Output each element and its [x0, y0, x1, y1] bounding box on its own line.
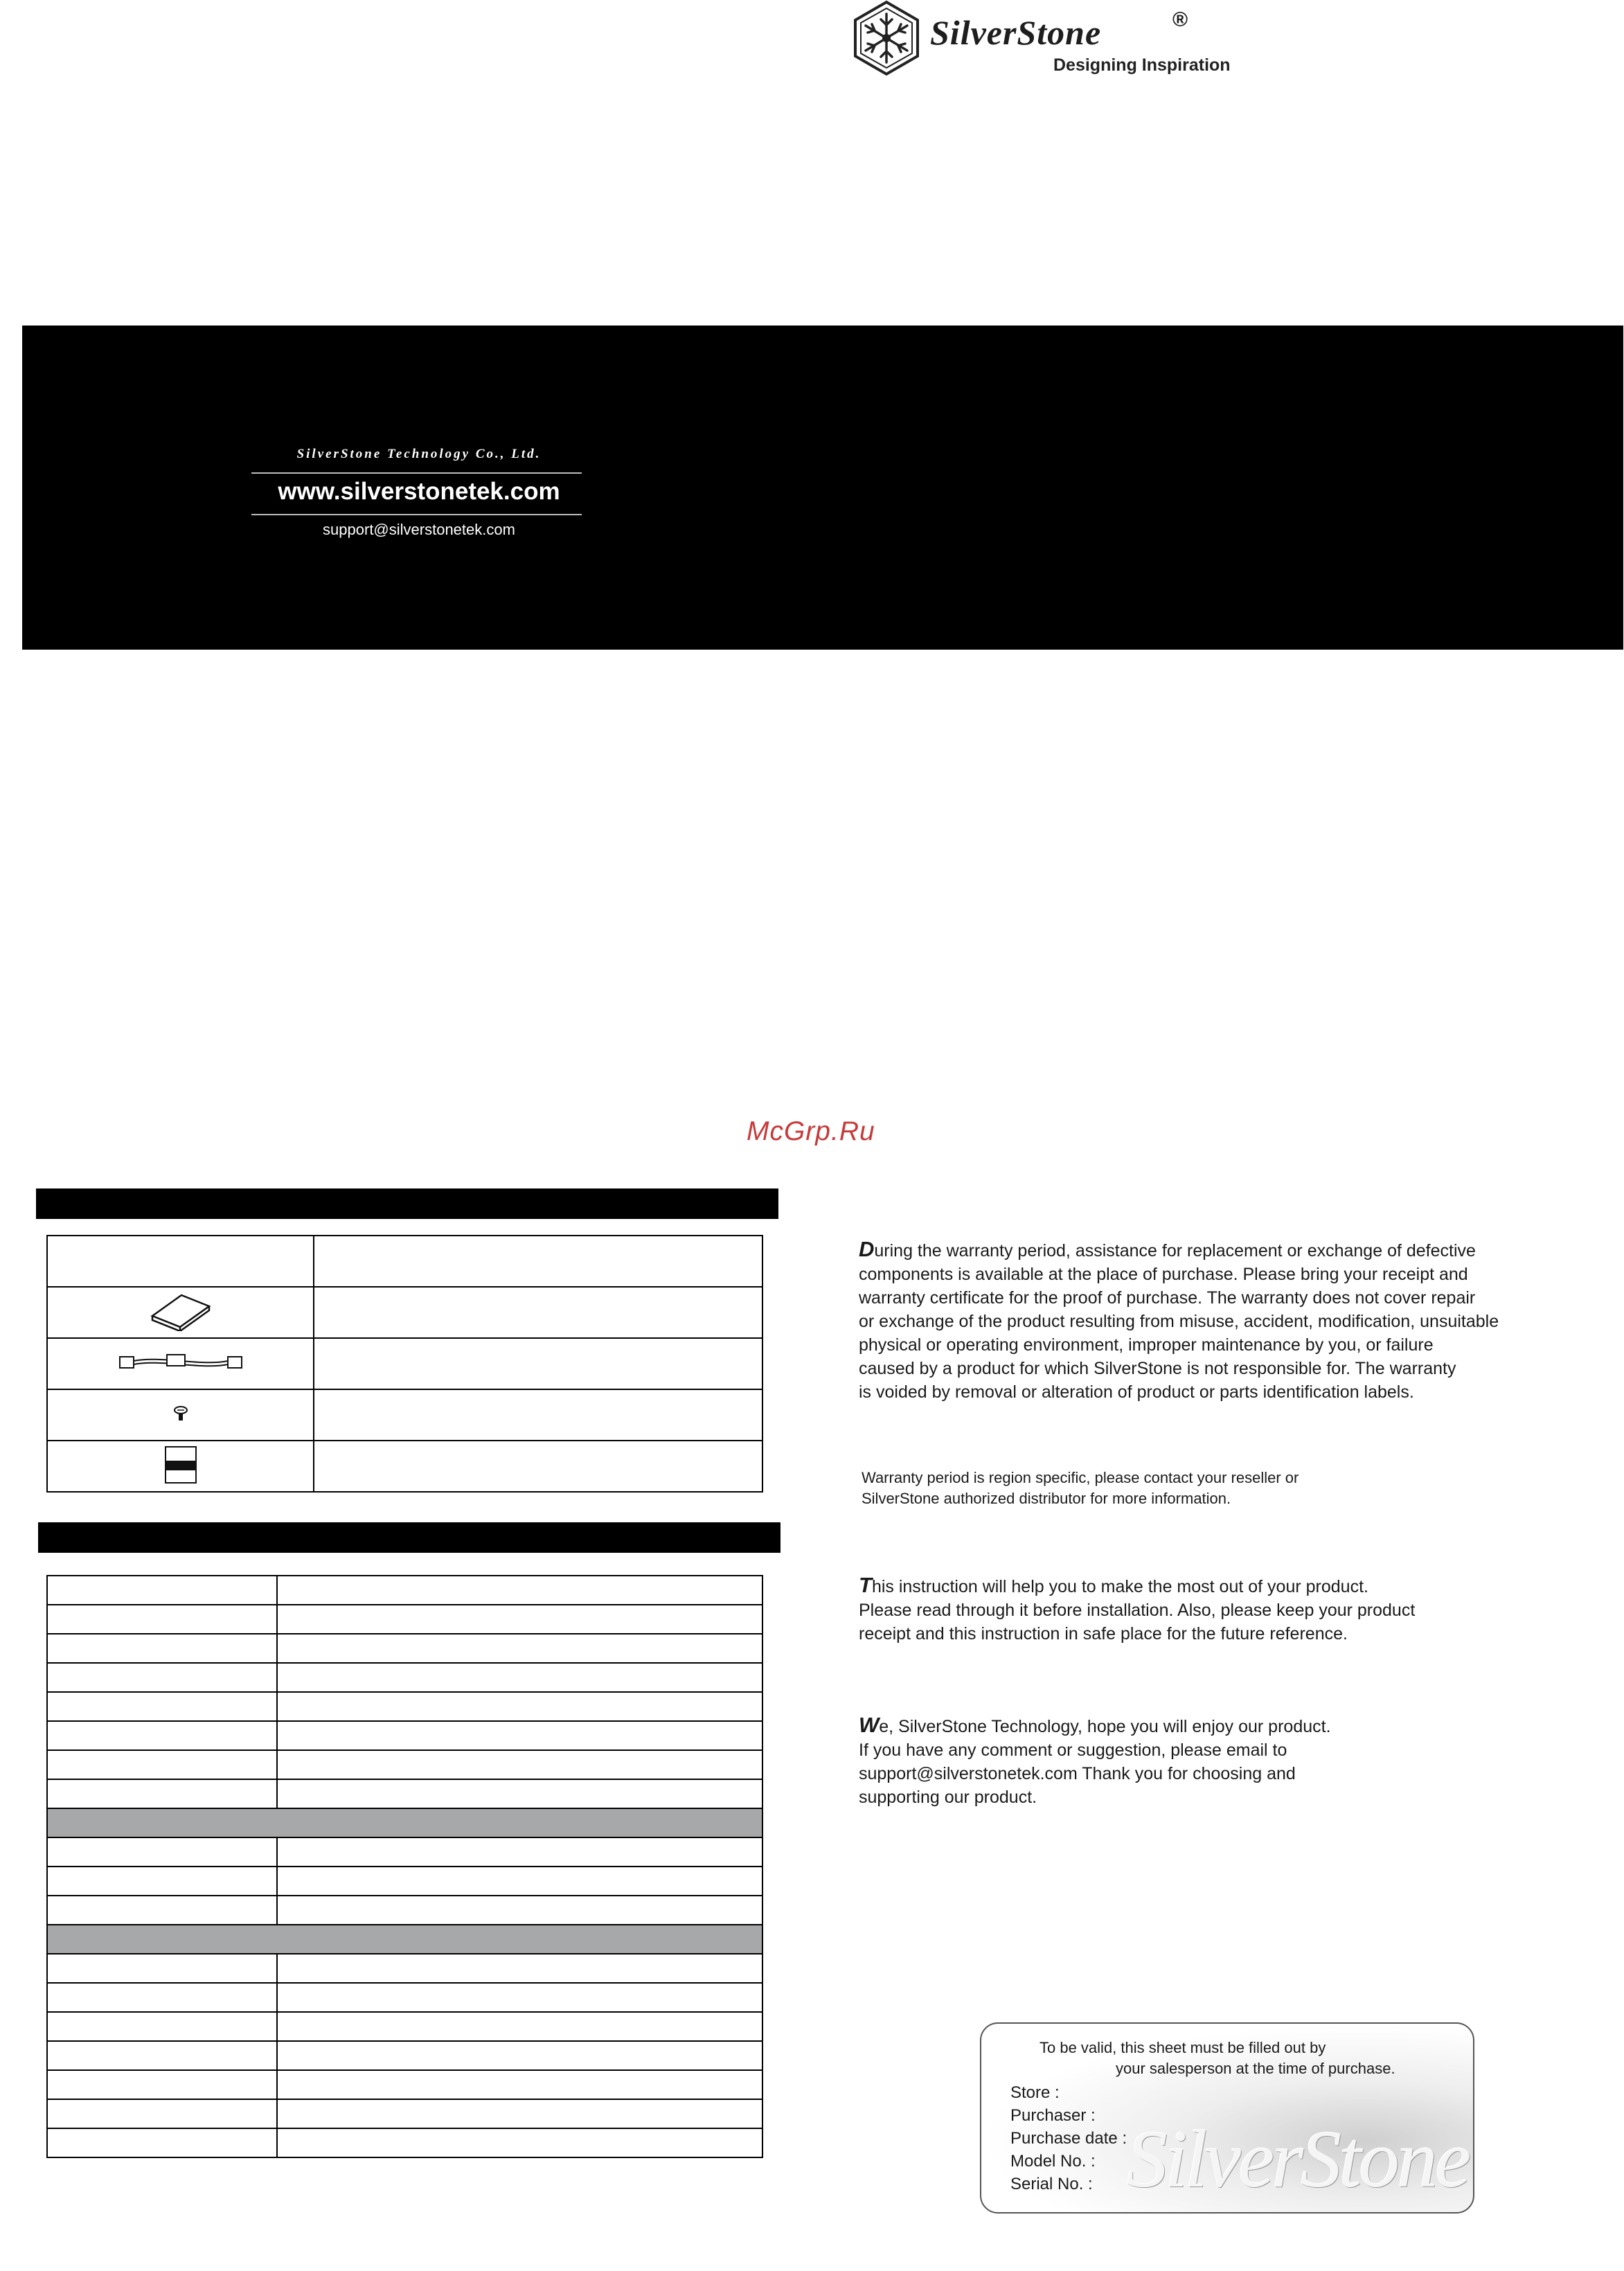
- spec-key: [47, 1721, 277, 1750]
- form-intro-2: your salesperson at the time of purchase.: [1116, 2060, 1395, 2077]
- screw-icon: [173, 1413, 188, 1425]
- spec-key: [47, 1896, 277, 1925]
- spec-key: [47, 1954, 277, 1983]
- brand-name: SilverStone: [930, 13, 1102, 52]
- spec-value: [277, 2041, 762, 2070]
- region-line-1: Warranty period is region specific, please contact your reseller or: [862, 1469, 1299, 1486]
- form-intro-1: To be valid, this sheet must be filled out by: [1039, 2039, 1326, 2056]
- accessory-row: [47, 1441, 762, 1492]
- spec-value: [277, 1954, 762, 1983]
- warranty-line-1: uring the warranty period, assistance for replacement or exchange of defective: [874, 1241, 1476, 1261]
- spec-row: [47, 1605, 762, 1634]
- spec-value: [277, 1750, 762, 1779]
- thanks-line-1: e, SilverStone Technology, hope you will enjoy our product.: [879, 1717, 1331, 1736]
- warranty-paragraph: [859, 1238, 1499, 1404]
- spec-row: [47, 1867, 762, 1896]
- spec-key: [47, 1983, 277, 2012]
- spec-row: [47, 1634, 762, 1663]
- spec-group-header: [47, 1925, 762, 1954]
- warranty-line-5: physical or operating environment, improper maintenance by you, or failure: [859, 1335, 1434, 1355]
- spec-row: [47, 1837, 762, 1867]
- accessory-header-cell: [47, 1236, 314, 1287]
- warranty-form-card: [980, 2022, 1474, 2214]
- spec-row: [47, 1750, 762, 1779]
- warranty-line-4: or exchange of the product resulting from misuse, accident, modification, unsuitable: [859, 1312, 1499, 1331]
- spec-key: [47, 1779, 277, 1808]
- spec-group-title: [47, 1808, 762, 1837]
- accessories-section-bar: [36, 1188, 778, 1219]
- drive-bracket-icon: [150, 1322, 212, 1334]
- spec-group-title: [47, 1925, 762, 1954]
- spec-value: [277, 1867, 762, 1896]
- spec-value: [277, 1576, 762, 1605]
- warranty-line-6: caused by a product for which SilverStone is not responsible for. The warranty: [859, 1359, 1456, 1378]
- spec-value: [277, 1983, 762, 2012]
- accessories-table: [46, 1235, 763, 1493]
- thanks-line-2: If you have any comment or suggestion, please email to: [859, 1740, 1287, 1760]
- warranty-line-2: components is available at the place of purchase. Please bring your receipt and: [859, 1265, 1468, 1284]
- spec-row: [47, 1779, 762, 1808]
- accessory-label: [314, 1441, 762, 1492]
- spec-key: [47, 2099, 277, 2128]
- form-field-purchase-date: Purchase date :: [1010, 2129, 1127, 2148]
- spec-value: [277, 1634, 762, 1663]
- thanks-paragraph: [859, 1713, 1331, 1809]
- form-field-serial-no: Serial No. :: [1010, 2175, 1093, 2193]
- spec-row: [47, 2099, 762, 2128]
- spec-row: [47, 1954, 762, 1983]
- spec-value: [277, 2128, 762, 2157]
- drop-cap: T: [859, 1573, 872, 1597]
- registered-mark: ®: [1172, 8, 1188, 31]
- support-email-link[interactable]: support@silverstonetek.com: [323, 521, 515, 538]
- form-watermark: SilverStone: [1127, 2114, 1469, 2205]
- form-field-model-no: Model No. :: [1010, 2152, 1096, 2171]
- warranty-line-3: warranty certificate for the proof of purchase. The warranty does not cover repair: [859, 1288, 1476, 1308]
- spec-key: [47, 1867, 277, 1896]
- jumper-icon-cell: [47, 1441, 314, 1492]
- accessory-row: [47, 1287, 762, 1338]
- instruction-paragraph: [859, 1574, 1415, 1646]
- form-field-purchaser: Purchaser :: [1010, 2106, 1096, 2125]
- spec-value: [277, 2070, 762, 2099]
- spec-value: [277, 1779, 762, 1808]
- instruction-line-3: receipt and this instruction in safe place for the future reference.: [859, 1624, 1348, 1644]
- website-link[interactable]: www.silverstonetek.com: [278, 478, 560, 505]
- accessory-row: [47, 1236, 762, 1287]
- spec-row: [47, 2070, 762, 2099]
- cable-icon: [118, 1367, 243, 1379]
- snowflake-emblem-icon: [848, 0, 925, 76]
- spec-key: [47, 2070, 277, 2099]
- brand-logo: [848, 0, 1236, 80]
- accessory-label: [314, 1338, 762, 1389]
- instruction-line-1: his instruction will help you to make the most out of your product.: [871, 1577, 1368, 1596]
- spec-row: [47, 1576, 762, 1605]
- accessory-label: [314, 1389, 762, 1441]
- divider-top: [251, 472, 582, 474]
- accessory-label: [314, 1236, 762, 1287]
- spec-value: [277, 1837, 762, 1867]
- spec-key: [47, 1605, 277, 1634]
- thanks-line-4: supporting our product.: [859, 1788, 1037, 1807]
- thanks-line-3: support@silverstonetek.com Thank you for choosing and: [859, 1764, 1296, 1783]
- spec-key: [47, 1663, 277, 1692]
- spec-value: [277, 2012, 762, 2041]
- spec-key: [47, 1634, 277, 1663]
- specification-table: [46, 1575, 763, 2158]
- spec-row: [47, 1663, 762, 1692]
- drop-cap: W: [859, 1713, 880, 1737]
- warranty-line-7: is voided by removal or alteration of product or parts identification labels.: [859, 1382, 1414, 1402]
- accessory-row: [47, 1389, 762, 1441]
- brand-tagline: Designing Inspiration: [1053, 55, 1231, 75]
- region-note: [862, 1468, 1299, 1509]
- jumper-icon: [164, 1475, 197, 1487]
- spec-row: [47, 2128, 762, 2157]
- spec-row: [47, 2041, 762, 2070]
- spec-key: [47, 2128, 277, 2157]
- spec-key: [47, 1837, 277, 1867]
- accessory-row: [47, 1338, 762, 1389]
- spec-group-header: [47, 1808, 762, 1837]
- spec-value: [277, 1605, 762, 1634]
- watermark-text: McGrp.Ru: [747, 1116, 875, 1146]
- drop-cap: D: [859, 1237, 875, 1261]
- specification-section-bar: [38, 1522, 780, 1553]
- divider-bottom: [251, 514, 582, 515]
- spec-value: [277, 1896, 762, 1925]
- accessory-label: [314, 1287, 762, 1338]
- spec-key: [47, 2012, 277, 2041]
- spec-row: [47, 2012, 762, 2041]
- spec-value: [277, 2099, 762, 2128]
- spec-value: [277, 1721, 762, 1750]
- drive-bracket-icon-cell: [47, 1287, 314, 1338]
- spec-value: [277, 1663, 762, 1692]
- spec-key: [47, 1576, 277, 1605]
- form-field-store: Store :: [1010, 2083, 1060, 2102]
- spec-row: [47, 1983, 762, 2012]
- spec-key: [47, 2041, 277, 2070]
- company-name: SilverStone Technology Co., Ltd.: [296, 447, 542, 461]
- spec-key: [47, 1692, 277, 1721]
- spec-row: [47, 1896, 762, 1925]
- region-line-2: SilverStone authorized distributor for more information.: [862, 1490, 1231, 1507]
- spec-key: [47, 1750, 277, 1779]
- cable-icon-cell: [47, 1338, 314, 1389]
- spec-row: [47, 1721, 762, 1750]
- screw-icon-cell: [47, 1389, 314, 1441]
- instruction-line-2: Please read through it before installation. Also, please keep your product: [859, 1601, 1416, 1620]
- spec-value: [277, 1692, 762, 1721]
- spec-row: [47, 1692, 762, 1721]
